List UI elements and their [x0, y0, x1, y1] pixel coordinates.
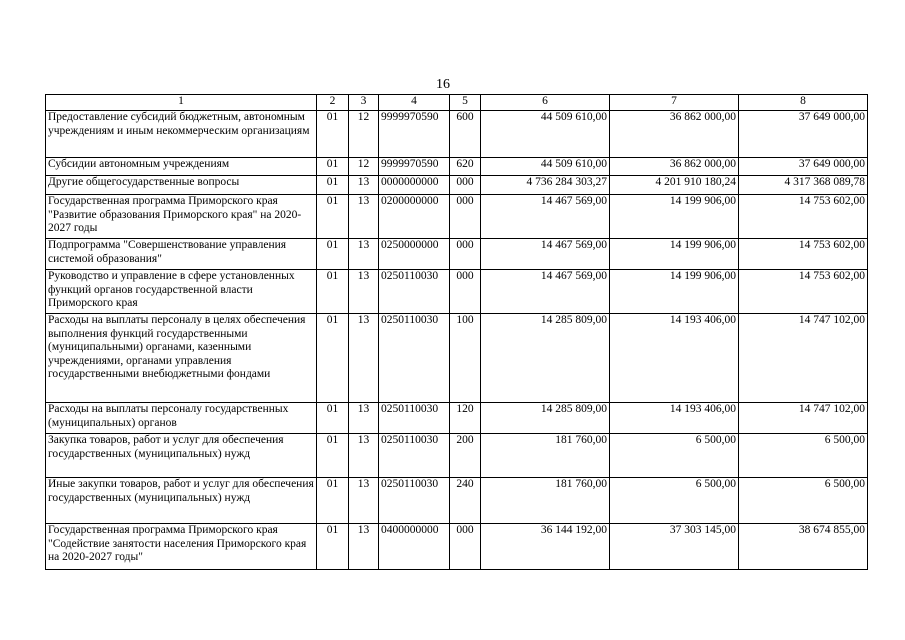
row-expense-type: 600 [450, 111, 481, 158]
row-amount-col8: 37 649 000,00 [739, 111, 868, 158]
row-amount-col7: 36 862 000,00 [610, 111, 739, 158]
row-section: 01 [317, 434, 349, 478]
row-subsection: 12 [349, 111, 379, 158]
row-subsection: 13 [349, 195, 379, 239]
row-amount-col6: 36 144 192,00 [481, 524, 610, 570]
table-row [46, 524, 868, 570]
row-amount-col6: 14 467 569,00 [481, 270, 610, 314]
header-col-4: 4 [379, 95, 450, 111]
row-name: Субсидии автономным учреждениям [46, 158, 317, 176]
header-col-5: 5 [450, 95, 481, 111]
row-name: Закупка товаров, работ и услуг для обеспечения государственных (муниципальных) нужд [46, 434, 317, 478]
row-expense-type: 000 [450, 176, 481, 195]
row-subsection: 13 [349, 524, 379, 570]
row-subsection: 13 [349, 478, 379, 524]
row-expense-type: 000 [450, 239, 481, 270]
row-amount-col8: 14 747 102,00 [739, 403, 868, 434]
row-section: 01 [317, 314, 349, 403]
table-row [46, 239, 868, 270]
row-section: 01 [317, 111, 349, 158]
table-row [46, 176, 868, 195]
row-amount-col8: 4 317 368 089,78 [739, 176, 868, 195]
table-row [46, 478, 868, 524]
row-target-article: 0250110030 [379, 270, 450, 314]
table-row [46, 403, 868, 434]
table-row [46, 158, 868, 176]
row-amount-col8: 14 753 602,00 [739, 270, 868, 314]
row-expense-type: 000 [450, 270, 481, 314]
row-amount-col7: 14 199 906,00 [610, 195, 739, 239]
header-col-1: 1 [46, 95, 317, 111]
row-amount-col8: 6 500,00 [739, 434, 868, 478]
row-subsection: 13 [349, 403, 379, 434]
row-amount-col7: 14 193 406,00 [610, 403, 739, 434]
row-expense-type: 240 [450, 478, 481, 524]
row-target-article: 0400000000 [379, 524, 450, 570]
row-amount-col7: 4 201 910 180,24 [610, 176, 739, 195]
row-expense-type: 000 [450, 524, 481, 570]
row-name: Государственная программа Приморского края "Содействие занятости населения Приморского края на 2020-2027 годы" [46, 524, 317, 570]
row-section: 01 [317, 176, 349, 195]
row-amount-col6: 181 760,00 [481, 434, 610, 478]
header-col-6: 6 [481, 95, 610, 111]
row-subsection: 13 [349, 270, 379, 314]
row-target-article: 9999970590 [379, 111, 450, 158]
row-section: 01 [317, 270, 349, 314]
row-amount-col8: 14 747 102,00 [739, 314, 868, 403]
row-target-article: 9999970590 [379, 158, 450, 176]
row-amount-col7: 37 303 145,00 [610, 524, 739, 570]
row-target-article: 0000000000 [379, 176, 450, 195]
row-expense-type: 100 [450, 314, 481, 403]
row-amount-col7: 6 500,00 [610, 434, 739, 478]
table-row [46, 314, 868, 403]
row-expense-type: 620 [450, 158, 481, 176]
row-target-article: 0250110030 [379, 403, 450, 434]
row-amount-col8: 14 753 602,00 [739, 195, 868, 239]
row-name: Предоставление субсидий бюджетным, автономным учреждениям и иным некоммерческим организациям [46, 111, 317, 158]
row-amount-col8: 6 500,00 [739, 478, 868, 524]
row-amount-col6: 14 467 569,00 [481, 195, 610, 239]
header-col-3: 3 [349, 95, 379, 111]
table-row [46, 195, 868, 239]
row-section: 01 [317, 478, 349, 524]
row-subsection: 13 [349, 239, 379, 270]
row-amount-col8: 14 753 602,00 [739, 239, 868, 270]
row-amount-col6: 14 467 569,00 [481, 239, 610, 270]
row-subsection: 13 [349, 176, 379, 195]
row-amount-col7: 6 500,00 [610, 478, 739, 524]
row-name: Расходы на выплаты персоналу государственных (муниципальных) органов [46, 403, 317, 434]
header-col-8: 8 [739, 95, 868, 111]
row-expense-type: 200 [450, 434, 481, 478]
row-name: Другие общегосударственные вопросы [46, 176, 317, 195]
row-amount-col6: 4 736 284 303,27 [481, 176, 610, 195]
row-amount-col7: 14 199 906,00 [610, 239, 739, 270]
row-section: 01 [317, 158, 349, 176]
row-section: 01 [317, 239, 349, 270]
row-amount-col6: 14 285 809,00 [481, 314, 610, 403]
row-amount-col6: 44 509 610,00 [481, 111, 610, 158]
row-subsection: 13 [349, 434, 379, 478]
page-number: 16 [436, 77, 450, 92]
row-section: 01 [317, 403, 349, 434]
row-amount-col8: 38 674 855,00 [739, 524, 868, 570]
row-target-article: 0250110030 [379, 314, 450, 403]
row-target-article: 0200000000 [379, 195, 450, 239]
row-target-article: 0250110030 [379, 478, 450, 524]
budget-table [45, 94, 868, 570]
row-target-article: 0250110030 [379, 434, 450, 478]
row-amount-col7: 36 862 000,00 [610, 158, 739, 176]
row-amount-col7: 14 199 906,00 [610, 270, 739, 314]
row-amount-col8: 37 649 000,00 [739, 158, 868, 176]
row-name: Руководство и управление в сфере установленных функций органов государственной власти Приморского края [46, 270, 317, 314]
row-name: Подпрограмма "Совершенствование управления системой образования" [46, 239, 317, 270]
row-amount-col7: 14 193 406,00 [610, 314, 739, 403]
header-col-2: 2 [317, 95, 349, 111]
row-subsection: 13 [349, 314, 379, 403]
table-row [46, 434, 868, 478]
row-name: Расходы на выплаты персоналу в целях обеспечения выполнения функций государственными (муниципальными) органами, казенными учреждениями, органами управления государственными внебюджетными фондами [46, 314, 317, 403]
row-section: 01 [317, 195, 349, 239]
row-subsection: 12 [349, 158, 379, 176]
table-row [46, 270, 868, 314]
row-name: Государственная программа Приморского края "Развитие образования Приморского края" на 2020-2027 годы [46, 195, 317, 239]
row-amount-col6: 14 285 809,00 [481, 403, 610, 434]
table-row [46, 111, 868, 158]
header-col-7: 7 [610, 95, 739, 111]
row-target-article: 0250000000 [379, 239, 450, 270]
row-name: Иные закупки товаров, работ и услуг для обеспечения государственных (муниципальных) нужд [46, 478, 317, 524]
row-amount-col6: 44 509 610,00 [481, 158, 610, 176]
row-amount-col6: 181 760,00 [481, 478, 610, 524]
row-expense-type: 120 [450, 403, 481, 434]
row-expense-type: 000 [450, 195, 481, 239]
header-row [46, 95, 868, 111]
row-section: 01 [317, 524, 349, 570]
